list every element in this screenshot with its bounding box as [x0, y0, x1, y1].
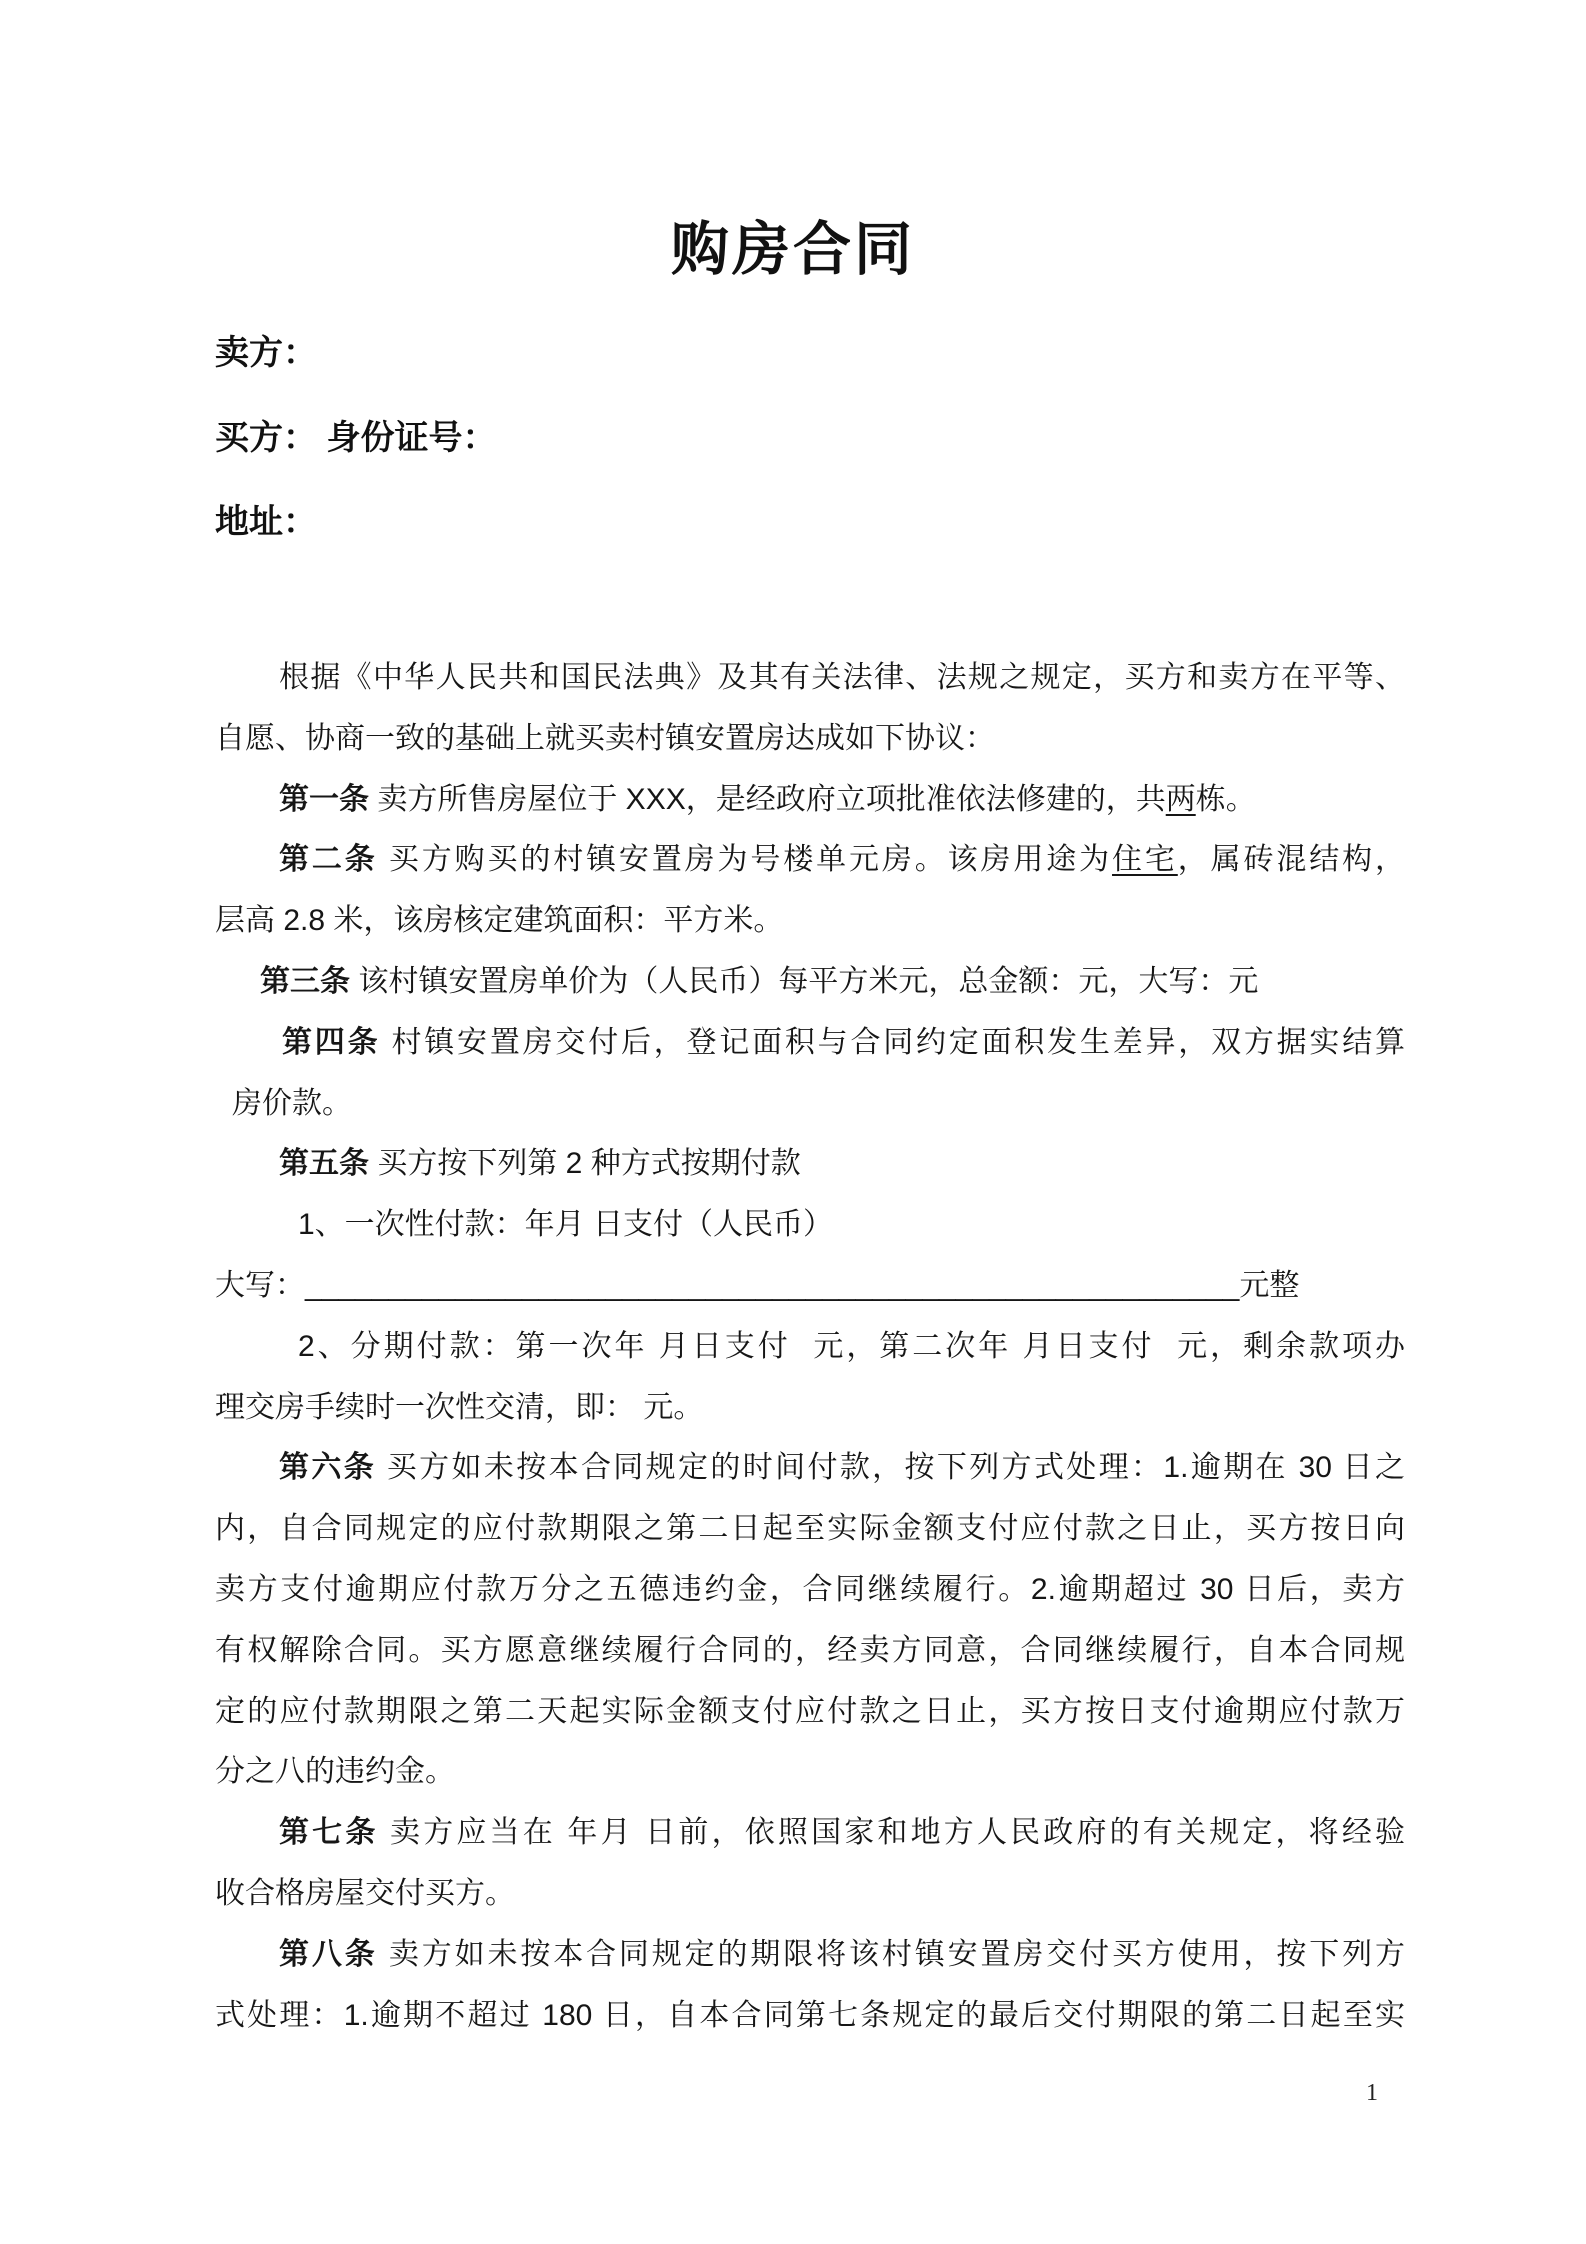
- body-line: [215, 830, 1405, 891]
- body-line: [215, 1803, 1405, 1864]
- body-line: [215, 1499, 1405, 1560]
- body-text: 1、一次性付款：年月 日支付（人民币）: [298, 1208, 834, 1242]
- article-number: 第六条: [279, 1451, 387, 1485]
- body-text: 卖方如未按本合同规定的期限将该村镇安置房交付买方使用，按下列方: [388, 1937, 1405, 1971]
- party-buyer-id-label: 买方： 身份证号：: [215, 419, 497, 457]
- body-text: 元整: [1239, 1268, 1300, 1302]
- body-line: [215, 1742, 1405, 1803]
- body-text: 卖方支付逾期应付款万分之五德违约金，合同继续履行。2.逾期超过 30 日后，卖方: [215, 1572, 1405, 1606]
- body-line: [215, 1195, 1405, 1256]
- body-line: [215, 1438, 1405, 1499]
- body-line: [215, 1074, 1405, 1135]
- body-line: [215, 770, 1405, 831]
- body-text: 理交房手续时一次性交清，即： 元。: [215, 1390, 704, 1424]
- body-text: 有权解除合同。买方愿意继续履行合同的，经卖方同意，合同继续履行，自本合同规: [215, 1633, 1405, 1667]
- body-text: 2、分期付款：第一次年 月日支付 元，第二次年 月日支付 元，剩余款项办: [298, 1329, 1405, 1363]
- body-line: [215, 1986, 1405, 2047]
- body-line: [215, 648, 1405, 709]
- body-line: [215, 709, 1405, 770]
- body-line: [215, 1925, 1405, 1986]
- article-number: 第三条: [260, 964, 359, 998]
- body-text: ，属砖混结构，: [1177, 843, 1406, 877]
- contract-body: [215, 648, 1405, 2046]
- body-text: 卖方所售房屋位于 XXX，是经政府立项批准依法修建的，共: [377, 782, 1166, 816]
- party-seller-label: 卖方：: [215, 334, 317, 372]
- underlined-text: 住宅: [1112, 843, 1178, 877]
- body-line: [215, 952, 1405, 1013]
- article-number: 第四条: [282, 1025, 392, 1059]
- underlined-text: 两: [1165, 782, 1196, 816]
- body-line: [215, 1621, 1405, 1682]
- body-line: [215, 891, 1405, 952]
- body-text: 买方购买的村镇安置房为号楼单元房。该房用途为: [388, 843, 1113, 877]
- body-line: [215, 1682, 1405, 1743]
- document-title: 购房合同: [670, 217, 915, 282]
- body-line: [215, 1134, 1405, 1195]
- body-text: 定的应付款期限之第二天起实际金额支付应付款之日止，买方按日支付逾期应付款万: [215, 1694, 1405, 1728]
- article-number: 第八条: [279, 1937, 389, 1971]
- body-text: 根据《中华人民共和国民法典》及其有关法律、法规之规定，买方和卖方在平等、: [279, 661, 1405, 694]
- body-line: [215, 1864, 1405, 1925]
- body-text: 内，自合同规定的应付款期限之第二日起至实际金额支付应付款之日止，买方按日向: [215, 1512, 1405, 1546]
- body-text: 卖方应当在 年月 日前，依照国家和地方人民政府的有关规定，将经验: [390, 1816, 1406, 1850]
- article-number: 第五条: [279, 1147, 378, 1181]
- body-text: 层高 2.8 米，该房核定建筑面积：平方米。: [215, 904, 784, 938]
- body-text: 自愿、协商一致的基础上就买卖村镇安置房达成如下协议：: [215, 721, 995, 755]
- body-text: ________________________________________________________: [305, 1268, 1240, 1302]
- body-line: [215, 1013, 1405, 1074]
- body-text: 收合格房屋交付买方。: [215, 1876, 515, 1910]
- party-address-label: 地址：: [215, 503, 317, 541]
- body-text: 式处理：1.逾期不超过 180 日，自本合同第七条规定的最后交付期限的第二日起至实: [215, 1998, 1405, 2032]
- body-text: 栋。: [1195, 782, 1256, 816]
- body-text: 分之八的违约金。: [215, 1755, 455, 1789]
- body-line: [215, 1256, 1405, 1317]
- body-line: [215, 1378, 1405, 1439]
- body-text: 村镇安置房交付后，登记面积与合同约定面积发生差异，双方据实结算: [391, 1025, 1406, 1059]
- article-number: 第七条: [279, 1816, 391, 1850]
- body-text: 大写：: [215, 1268, 305, 1302]
- body-text: 买方按下列第 2 种方式按期付款: [377, 1147, 801, 1181]
- body-text: 买方如未按本合同规定的时间付款，按下列方式处理：1.逾期在 30 日之: [386, 1451, 1405, 1485]
- article-number: 第一条: [279, 782, 378, 816]
- body-text: 房价款。: [232, 1086, 352, 1120]
- body-line: [215, 1560, 1405, 1621]
- article-number: 第二条: [279, 843, 389, 877]
- body-line: [215, 1317, 1405, 1378]
- body-text: 该村镇安置房单价为（人民币）每平方米元，总金额：元，大写：元: [358, 964, 1259, 998]
- page-number: 1: [1366, 2080, 1378, 2106]
